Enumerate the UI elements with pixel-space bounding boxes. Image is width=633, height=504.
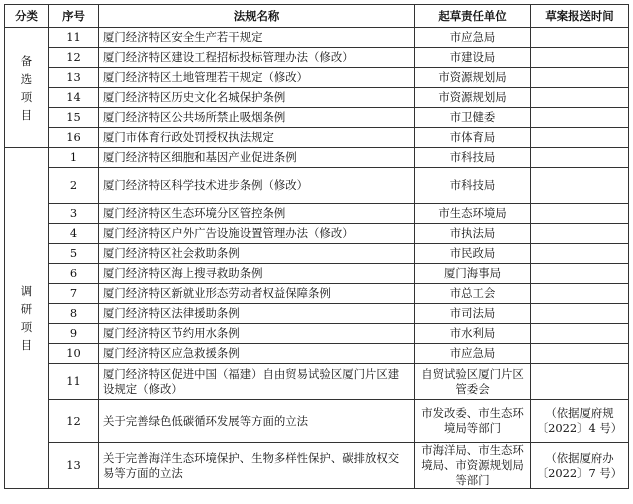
submission-time-cell: （依据厦府规〔2022〕4 号） [531, 400, 629, 443]
seq-cell: 11 [49, 28, 99, 48]
table-row [5, 108, 629, 128]
drafting-unit-cell: 市司法局 [415, 304, 531, 324]
table-row [5, 284, 629, 304]
regulation-name-cell: 厦门经济特区安全生产若干规定 [99, 28, 415, 48]
regulation-name-cell: 厦门经济特区法律援助条例 [99, 304, 415, 324]
submission-time-cell [531, 204, 629, 224]
category-label: 调研项目 [20, 284, 33, 352]
submission-time-cell [531, 324, 629, 344]
table-row [5, 168, 629, 204]
regulation-name-cell: 厦门市体育行政处罚授权执法规定 [99, 128, 415, 148]
table-row [5, 443, 629, 489]
table-row [5, 264, 629, 284]
submission-time-cell [531, 264, 629, 284]
seq-cell: 6 [49, 264, 99, 284]
table-row [5, 204, 629, 224]
drafting-unit-cell: 市水利局 [415, 324, 531, 344]
submission-time-cell [531, 128, 629, 148]
drafting-unit-cell: 市生态环境局 [415, 204, 531, 224]
submission-time-cell [531, 244, 629, 264]
submission-time-cell: （依据厦府办〔2022〕7 号） [531, 443, 629, 489]
drafting-unit-cell: 市执法局 [415, 224, 531, 244]
table-row [5, 324, 629, 344]
table-row [5, 88, 629, 108]
submission-time-cell [531, 364, 629, 400]
regulation-name-cell: 厦门经济特区促进中国（福建）自由贸易试验区厦门片区建设规定（修改） [99, 364, 415, 400]
drafting-unit-cell: 市建设局 [415, 48, 531, 68]
seq-cell: 2 [49, 168, 99, 204]
table-row [5, 364, 629, 400]
drafting-unit-cell: 市资源规划局 [415, 68, 531, 88]
submission-time-cell [531, 28, 629, 48]
regulation-name-cell: 厦门经济特区海上搜寻救助条例 [99, 264, 415, 284]
table-row [5, 304, 629, 324]
table-row [5, 224, 629, 244]
drafting-unit-cell: 市应急局 [415, 28, 531, 48]
regulation-name-cell: 厦门经济特区细胞和基因产业促进条例 [99, 148, 415, 168]
header-name: 法规名称 [99, 5, 415, 28]
regulation-name-cell: 厦门经济特区建设工程招标投标管理办法（修改） [99, 48, 415, 68]
header-unit: 起草责任单位 [415, 5, 531, 28]
submission-time-cell [531, 344, 629, 364]
header-row [5, 5, 629, 28]
seq-cell: 12 [49, 48, 99, 68]
header-seq: 序号 [49, 5, 99, 28]
regulation-name-cell: 厦门经济特区社会救助条例 [99, 244, 415, 264]
table-row [5, 400, 629, 443]
seq-cell: 14 [49, 88, 99, 108]
submission-time-cell [531, 68, 629, 88]
regulation-name-cell: 厦门经济特区节约用水条例 [99, 324, 415, 344]
seq-cell: 16 [49, 128, 99, 148]
table-row [5, 148, 629, 168]
header-category: 分类 [5, 5, 49, 28]
table-row [5, 344, 629, 364]
seq-cell: 15 [49, 108, 99, 128]
regulation-name-cell: 厦门经济特区历史文化名城保护条例 [99, 88, 415, 108]
drafting-unit-cell: 厦门海事局 [415, 264, 531, 284]
seq-cell: 7 [49, 284, 99, 304]
seq-cell: 9 [49, 324, 99, 344]
regulation-name-cell: 关于完善绿色低碳循环发展等方面的立法 [99, 400, 415, 443]
regulation-table [4, 4, 629, 489]
drafting-unit-cell: 市应急局 [415, 344, 531, 364]
seq-cell: 13 [49, 443, 99, 489]
seq-cell: 10 [49, 344, 99, 364]
table-row [5, 28, 629, 48]
drafting-unit-cell: 市卫健委 [415, 108, 531, 128]
submission-time-cell [531, 304, 629, 324]
seq-cell: 5 [49, 244, 99, 264]
category-cell [5, 28, 49, 148]
drafting-unit-cell: 市总工会 [415, 284, 531, 304]
seq-cell: 4 [49, 224, 99, 244]
category-cell [5, 148, 49, 489]
submission-time-cell [531, 168, 629, 204]
table-row [5, 244, 629, 264]
regulation-name-cell: 厦门经济特区新就业形态劳动者权益保障条例 [99, 284, 415, 304]
table-row [5, 48, 629, 68]
regulation-name-cell: 厦门经济特区科学技术进步条例（修改） [99, 168, 415, 204]
table-row [5, 68, 629, 88]
submission-time-cell [531, 284, 629, 304]
seq-cell: 3 [49, 204, 99, 224]
header-time: 草案报送时间 [531, 5, 629, 28]
regulation-name-cell: 厦门经济特区生态环境分区管控条例 [99, 204, 415, 224]
submission-time-cell [531, 48, 629, 68]
drafting-unit-cell: 市资源规划局 [415, 88, 531, 108]
submission-time-cell [531, 88, 629, 108]
drafting-unit-cell: 市科技局 [415, 148, 531, 168]
seq-cell: 13 [49, 68, 99, 88]
submission-time-cell [531, 224, 629, 244]
regulation-name-cell: 厦门经济特区公共场所禁止吸烟条例 [99, 108, 415, 128]
seq-cell: 11 [49, 364, 99, 400]
category-label: 备选项目 [20, 53, 33, 122]
regulation-name-cell: 厦门经济特区土地管理若干规定（修改） [99, 68, 415, 88]
drafting-unit-cell: 自贸试验区厦门片区管委会 [415, 364, 531, 400]
seq-cell: 8 [49, 304, 99, 324]
regulation-name-cell: 关于完善海洋生态环境保护、生物多样性保护、碳排放权交易等方面的立法 [99, 443, 415, 489]
regulation-name-cell: 厦门经济特区户外广告设施设置管理办法（修改） [99, 224, 415, 244]
drafting-unit-cell: 市发改委、市生态环境局等部门 [415, 400, 531, 443]
regulation-name-cell: 厦门经济特区应急救援条例 [99, 344, 415, 364]
table-body [5, 28, 629, 489]
seq-cell: 1 [49, 148, 99, 168]
submission-time-cell [531, 108, 629, 128]
drafting-unit-cell: 市民政局 [415, 244, 531, 264]
drafting-unit-cell: 市体育局 [415, 128, 531, 148]
table-row [5, 128, 629, 148]
seq-cell: 12 [49, 400, 99, 443]
drafting-unit-cell: 市科技局 [415, 168, 531, 204]
submission-time-cell [531, 148, 629, 168]
drafting-unit-cell: 市海洋局、市生态环境局、市资源规划局等部门 [415, 443, 531, 489]
